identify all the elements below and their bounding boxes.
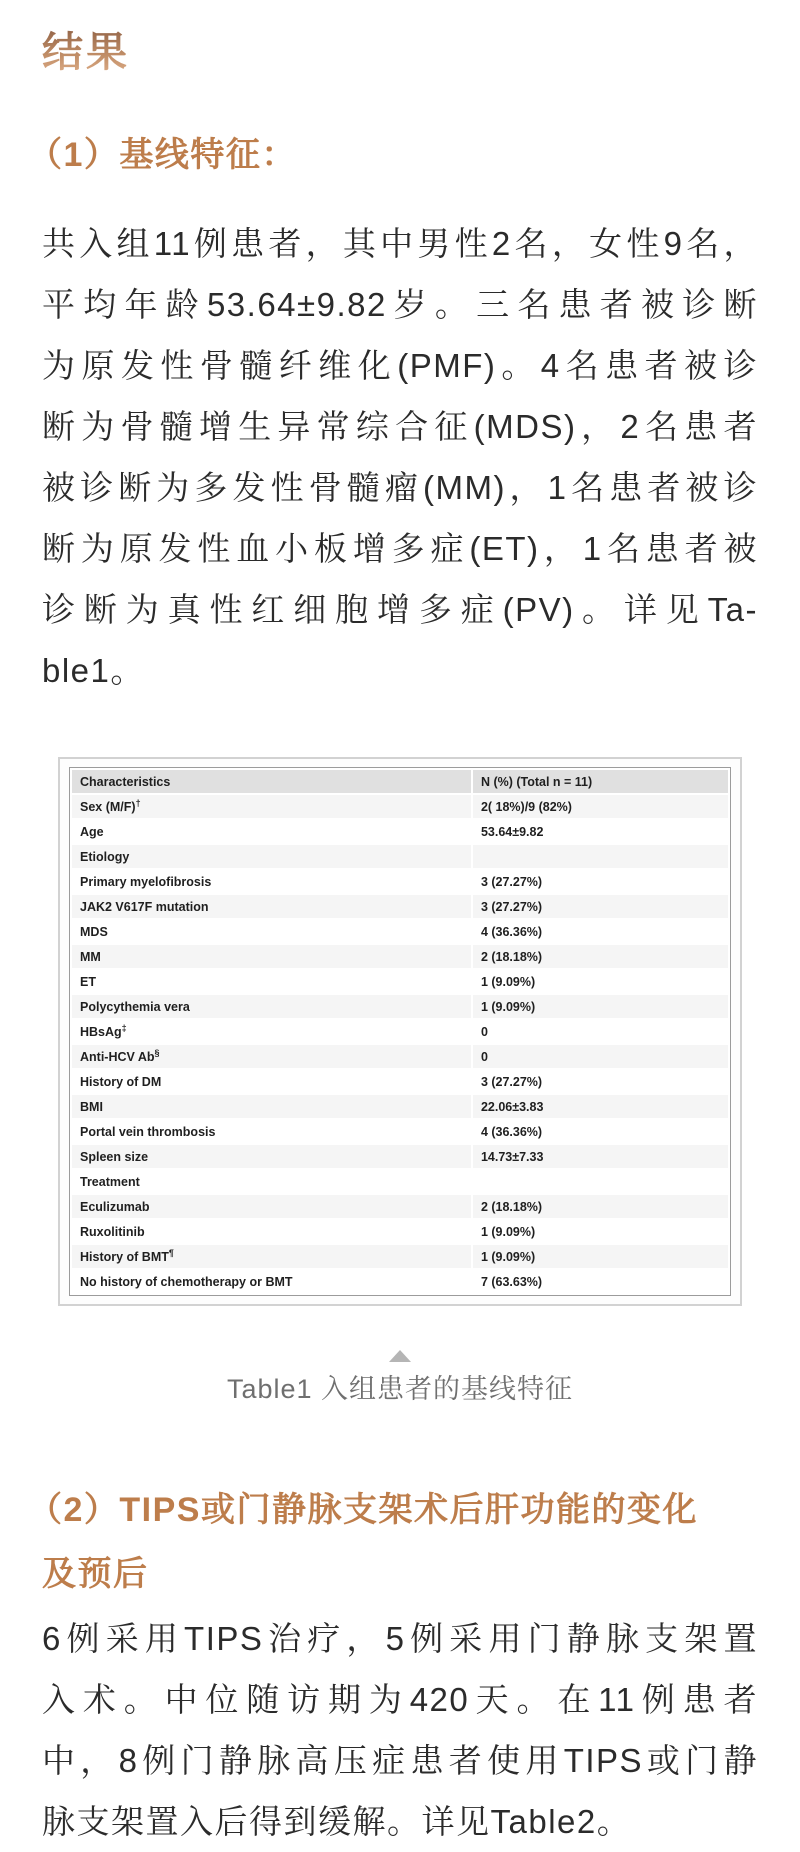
section2-heading (28, 1478, 758, 1606)
table-cell-label: Primary myelofibrosis (72, 870, 471, 893)
table1-header-row (72, 770, 728, 793)
table-row (72, 1245, 728, 1268)
table-cell-label: Eculizumab (72, 1195, 471, 1218)
table-row (72, 1070, 728, 1093)
table-cell-value: 4 (36.36%) (473, 1120, 728, 1143)
table-row (72, 1120, 728, 1143)
table-cell-value: 2 (18.18%) (473, 945, 728, 968)
table-row (72, 1220, 728, 1243)
table-row (72, 1020, 728, 1043)
table-cell-value: 53.64±9.82 (473, 820, 728, 843)
paragraph-line: 被诊断为多发性骨髓瘤(MM)，1名患者被诊 (42, 469, 758, 507)
table-cell-label: History of DM (72, 1070, 471, 1093)
paragraph-line: 为原发性骨髓纤维化(PMF)。4名患者被诊 (42, 347, 758, 385)
page-title: 结果 (42, 30, 758, 75)
table-cell-value: 22.06±3.83 (473, 1095, 728, 1118)
table-cell-label: MM (72, 945, 471, 968)
paragraph-line: ble1。 (42, 652, 145, 690)
collapse-triangle-icon (389, 1350, 411, 1362)
table-cell-value (473, 1170, 728, 1193)
paragraph-line: 中，8例门静脉高压症患者使用TIPS或门静 (42, 1742, 758, 1780)
paragraph-line: 诊断为真性红细胞增多症(PV)。详见Ta- (42, 591, 758, 629)
table-cell-label: Etiology (72, 845, 471, 868)
paragraph-line: 断为骨髓增生异常综合征(MDS)，2名患者 (42, 408, 758, 446)
paragraph-line: 入术。中位随访期为420天。在11例患者 (42, 1681, 758, 1719)
table-cell-value: 2 (18.18%) (473, 1195, 728, 1218)
baseline-characteristics-table (58, 757, 742, 1306)
paragraph-line: 断为原发性血小板增多症(ET)，1名患者被 (42, 530, 758, 568)
footnote-marker: ¶ (168, 1247, 174, 1258)
table-row (72, 945, 728, 968)
section1-heading-text: （1）基线特征： (28, 136, 297, 175)
section1-paragraph (42, 213, 758, 701)
section2-heading-line: （2）TIPS或门静脉支架术后肝功能的变化 (28, 1491, 698, 1530)
table-cell-value: 3 (27.27%) (473, 870, 728, 893)
table-row (72, 920, 728, 943)
table-cell-value: 1 (9.09%) (473, 1245, 728, 1268)
table-row (72, 820, 728, 843)
table-cell-value: 14.73±7.33 (473, 1145, 728, 1168)
table-cell-label: Polycythemia vera (72, 995, 471, 1018)
table-row (72, 995, 728, 1018)
table-cell-value: 1 (9.09%) (473, 1220, 728, 1243)
table-cell-label: ET (72, 970, 471, 993)
table-row (72, 870, 728, 893)
table-cell-label: History of BMT¶ (72, 1245, 471, 1268)
table-cell-value: 7 (63.63%) (473, 1270, 728, 1293)
table-row (72, 795, 728, 818)
section2-heading-line: 及预后 (42, 1555, 149, 1594)
footnote-marker: ‡ (121, 1022, 127, 1033)
table-row (72, 1145, 728, 1168)
paragraph-line: 脉支架置入后得到缓解。详见Table2。 (42, 1803, 632, 1841)
table-cell-label: Ruxolitinib (72, 1220, 471, 1243)
table-row (72, 895, 728, 918)
table-cell-label: Treatment (72, 1170, 471, 1193)
table-row (72, 1195, 728, 1218)
table-cell-label: BMI (72, 1095, 471, 1118)
table-cell-label: Sex (M/F)† (72, 795, 471, 818)
table-cell-value: 0 (473, 1020, 728, 1043)
table-cell-value: 2( 18%)/9 (82%) (473, 795, 728, 818)
table1-caption: Table1 入组患者的基线特征 (226, 1374, 574, 1405)
table-cell-label: JAK2 V617F mutation (72, 895, 471, 918)
table-cell-label: Anti-HCV Ab§ (72, 1045, 471, 1068)
section1-heading (28, 123, 758, 187)
table-row (72, 1045, 728, 1068)
table-cell-label: No history of chemotherapy or BMT (72, 1270, 471, 1293)
table1-body (72, 795, 728, 1293)
table-cell-value: 1 (9.09%) (473, 995, 728, 1018)
table-cell-value: 4 (36.36%) (473, 920, 728, 943)
table-row (72, 1170, 728, 1193)
table-cell-value: 3 (27.27%) (473, 1070, 728, 1093)
footnote-marker: † (135, 797, 141, 808)
table1-header-characteristics: Characteristics (72, 770, 471, 793)
table-row (72, 1270, 728, 1293)
table-cell-label: MDS (72, 920, 471, 943)
table-cell-value: 3 (27.27%) (473, 895, 728, 918)
table-cell-label: HBsAg‡ (72, 1020, 471, 1043)
table-cell-label: Age (72, 820, 471, 843)
table-cell-label: Spleen size (72, 1145, 471, 1168)
table-cell-value: 1 (9.09%) (473, 970, 728, 993)
table-row (72, 970, 728, 993)
section2-paragraph (42, 1608, 758, 1852)
table-cell-value (473, 845, 728, 868)
table1-header-n-percent: N (%) (Total n = 11) (473, 770, 728, 793)
footnote-marker: § (154, 1047, 160, 1058)
paragraph-line: 6例采用TIPS治疗，5例采用门静脉支架置 (42, 1620, 758, 1658)
table-row (72, 1095, 728, 1118)
table-cell-value: 0 (473, 1045, 728, 1068)
table1 (69, 767, 731, 1296)
paragraph-line: 共入组11例患者，其中男性2名，女性9名， (42, 225, 758, 263)
table-cell-label: Portal vein thrombosis (72, 1120, 471, 1143)
table-row (72, 845, 728, 868)
paragraph-line: 平均年龄53.64±9.82岁。三名患者被诊断 (42, 286, 758, 324)
